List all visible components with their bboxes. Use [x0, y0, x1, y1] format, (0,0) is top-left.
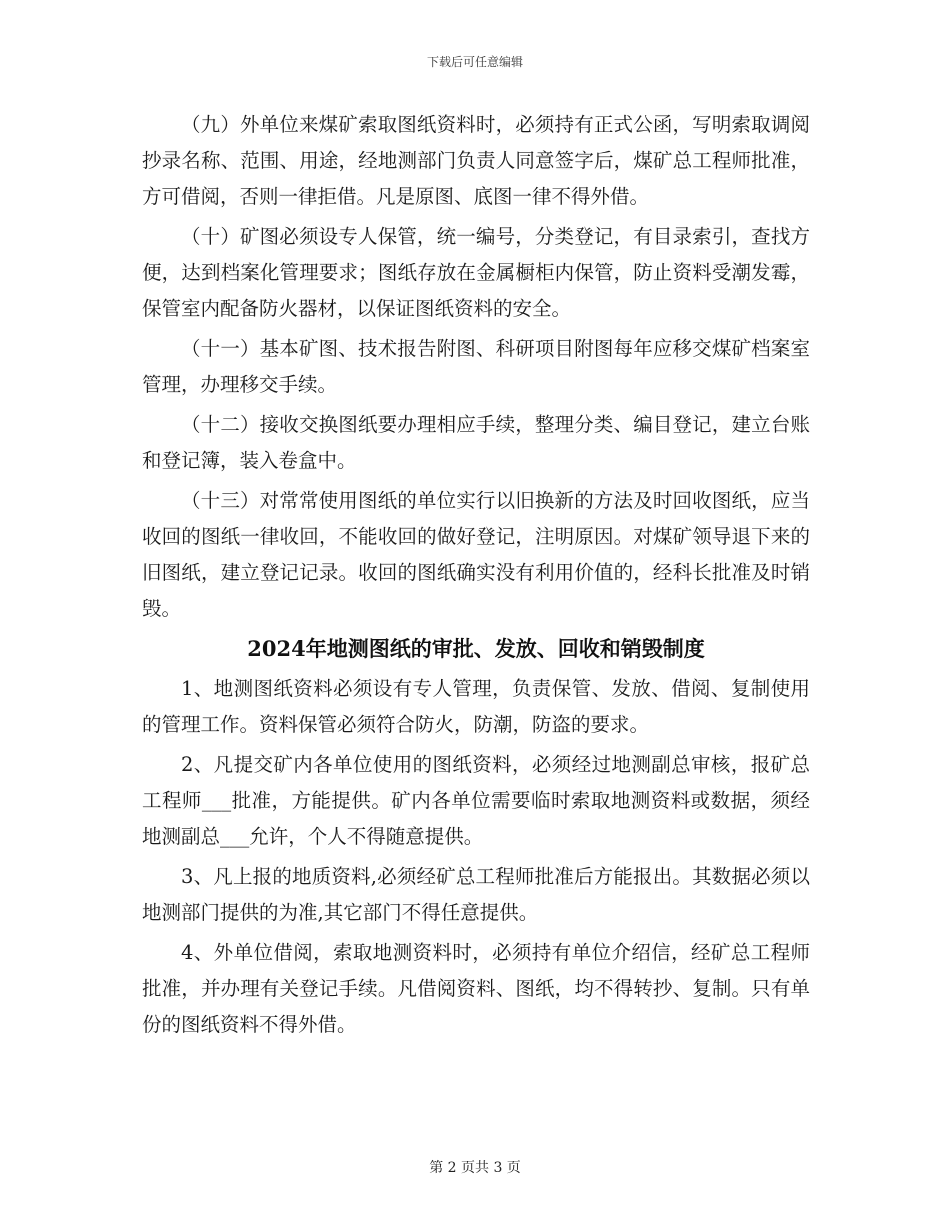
paragraph-item-1: 1、地测图纸资料必须设有专人管理，负责保管、发放、借阅、复制使用的管理工作。资料保管必须符合防火，防潮，防盗的要求。: [142, 677, 810, 736]
section-title: 2024年地测图纸的审批、发放、回收和销毁制度: [247, 636, 705, 661]
paragraph-nine: （九）外单位来煤矿索取图纸资料时，必须持有正式公函，写明索取调阅抄录名称、范围、用途，经地测部门负责人同意签字后，煤矿总工程师批准，方可借阅，否则一律拒借。凡是原图、底图一律不得外借。: [142, 113, 810, 208]
paragraph-item-4: 4、外单位借阅，索取地测资料时，必须持有单位介绍信，经矿总工程师批准，并办理有关登记手续。凡借阅资料、图纸，均不得转抄、复制。只有单份的图纸资料不得外借。: [142, 941, 810, 1036]
page-footer: 第 2 页共 3 页: [429, 1160, 521, 1176]
page-header: 下载后可任意编辑: [426, 55, 523, 69]
paragraph-ten: （十）矿图必须设专人保管，统一编号，分类登记，有目录索引，查找方便，达到档案化管理要求；图纸存放在金属橱柜内保管，防止资料受潮发霉，保管室内配备防火器材，以保证图纸资料的安全。: [142, 225, 810, 320]
paragraph-item-2: 2、凡提交矿内各单位使用的图纸资料，必须经过地测副总审核，报矿总工程师___批准，方能提供。矿内各单位需要临时索取地测资料或数据，须经地测副总___允许，个人不得随意提供。: [142, 753, 810, 848]
paragraph-thirteen: （十三）对常常使用图纸的单位实行以旧换新的方法及时回收图纸，应当收回的图纸一律收回，不能收回的做好登记，注明原因。对煤矿领导退下来的旧图纸，建立登记记录。收回的图纸确实没有利用价值的，经科长批准及时销毁。: [142, 489, 810, 620]
paragraph-eleven: （十一）基本矿图、技术报告附图、科研项目附图每年应移交煤矿档案室管理，办理移交手续。: [142, 337, 810, 396]
paragraph-twelve: （十二）接收交换图纸要办理相应手续，整理分类、编目登记，建立台账和登记簿，装入卷盒中。: [142, 413, 810, 472]
paragraph-item-3: 3、凡上报的地质资料,必须经矿总工程师批准后方能报出。其数据必须以地测部门提供的为准,其它部门不得任意提供。: [142, 865, 810, 924]
document-body: [142, 107, 810, 1047]
